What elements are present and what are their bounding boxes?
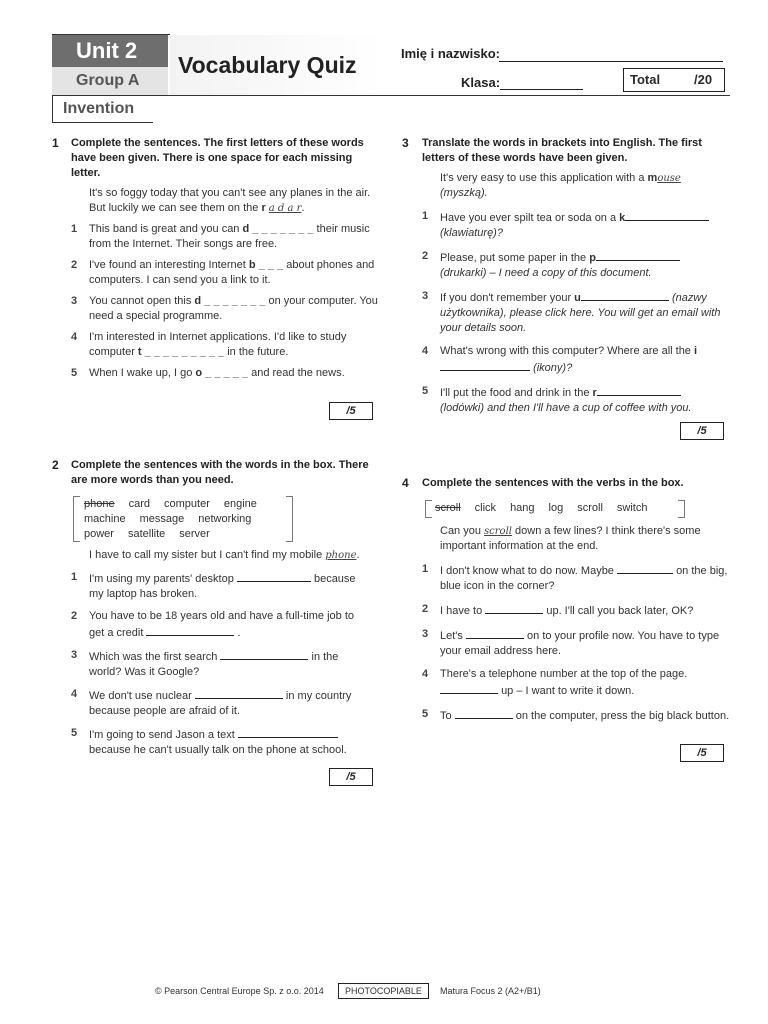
ex1-example: It's so foggy today that you can't see any planes in the air. But luckily we can see them on the r a d a r. — [89, 187, 371, 214]
item-text: and read the news. — [251, 367, 345, 379]
item-text: Let's — [440, 630, 463, 642]
item-text: I don't know what to do now. Maybe — [440, 565, 614, 577]
item-text: up – I want to write it down. — [501, 685, 635, 697]
footer-photocopiable: PHOTOCOPIABLE — [338, 983, 429, 999]
box-word: log — [548, 502, 564, 514]
ex2-box-row — [84, 497, 271, 512]
answer-blank[interactable] — [597, 384, 681, 396]
ex3-example: It's very easy to use this application with a mouse (myszką). — [440, 172, 681, 199]
ex3-items — [422, 209, 722, 416]
item-text: Have you ever spilt tea or soda on a — [440, 212, 617, 224]
total-label: Total — [630, 72, 661, 87]
ex3-item — [422, 289, 722, 336]
ex4-item — [422, 707, 732, 724]
polish-hint: (drukarki) – I need a copy of this document. — [440, 267, 652, 279]
box-word: power — [84, 528, 114, 540]
answer-blank[interactable] — [440, 359, 530, 371]
ex3-item — [422, 209, 722, 241]
item-text: their music from the Internet. Their songs are free. — [89, 223, 370, 250]
ex2-instruction: Complete the sentences with the words in the box. There are more words than you need. — [71, 459, 369, 486]
answer-blank[interactable] — [581, 289, 669, 301]
item-text: I'm interested in Internet applications. I'd like to study computer — [89, 331, 347, 358]
item-number: 4 — [422, 668, 429, 680]
answer-blank[interactable] — [466, 627, 524, 639]
ex2-item — [71, 687, 371, 719]
box-word: scroll — [435, 502, 461, 514]
item-text: If you don't remember your — [440, 292, 572, 304]
ex2-item — [71, 726, 371, 758]
box-word: card — [128, 498, 150, 510]
box-word: engine — [223, 498, 257, 510]
ex1-example-answer: a d a r — [268, 203, 302, 214]
ex4 — [422, 476, 722, 491]
answer-blank[interactable] — [195, 687, 283, 699]
answer-blank[interactable] — [238, 726, 338, 738]
item-number: 1 — [422, 210, 429, 222]
item-text: This band is great and you can — [89, 223, 240, 235]
ex4-items — [422, 562, 732, 724]
answer-blank[interactable] — [237, 570, 311, 582]
box-word: message — [139, 513, 185, 525]
item-text: When I wake up, I go — [89, 367, 193, 379]
ex2-item — [71, 570, 371, 602]
ex2-example-answer: phone — [325, 550, 357, 561]
first-letter: u — [574, 292, 581, 304]
ex4-example-answer: scroll — [484, 526, 512, 537]
ex3 — [422, 136, 722, 416]
item-number: 1 — [422, 563, 429, 575]
item-text: up. I'll call you back later, OK? — [546, 605, 694, 617]
polish-hint: (nazwy użytkownika), please click here. You will get an email with your details soon. — [440, 292, 721, 334]
ex2-items — [71, 570, 371, 758]
first-letter: p — [589, 252, 596, 264]
item-text: on to your profile now. You have to type your email address here. — [440, 630, 720, 657]
bracket-left — [73, 496, 80, 542]
item-number: 3 — [422, 628, 429, 640]
ex2-box-row — [84, 512, 265, 527]
ex4-body — [422, 524, 732, 724]
item-number: 2 — [422, 250, 429, 262]
item-number: 5 — [422, 385, 429, 397]
first-letter: b — [248, 259, 256, 271]
item-number: 5 — [422, 708, 429, 720]
answer-blank[interactable] — [440, 682, 498, 694]
first-letter: r — [592, 387, 597, 399]
ex1-item — [71, 366, 381, 381]
ex1-item — [71, 294, 381, 324]
item-number: 1 — [71, 571, 78, 583]
name-field[interactable] — [499, 46, 723, 62]
ex2-number: 2 — [52, 458, 59, 472]
ex2-item — [71, 609, 371, 641]
item-text: in the future. — [227, 346, 289, 358]
ex1-item — [71, 258, 381, 288]
box-word: phone — [84, 498, 115, 510]
letter-blanks[interactable]: _ _ _ _ _ _ _ — [252, 223, 314, 235]
box-word: click — [474, 502, 497, 514]
ex3-item — [422, 249, 722, 281]
box-word: scroll — [577, 502, 603, 514]
item-number: 3 — [71, 649, 78, 661]
item-text: Please, put some paper in the — [440, 252, 587, 264]
unit-label: Unit 2 — [52, 35, 168, 67]
letter-blanks[interactable]: _ _ _ _ _ _ _ — [204, 295, 266, 307]
ex4-number: 4 — [402, 476, 409, 490]
ex4-item — [422, 667, 732, 699]
item-number: 2 — [422, 603, 429, 615]
letter-blanks[interactable]: _ _ _ — [258, 259, 284, 271]
ex3-instruction: Translate the words in brackets into English. The first letters of these words have been given. — [422, 137, 702, 164]
item-number: 4 — [71, 688, 78, 700]
box-word: networking — [198, 513, 252, 525]
item-number: 2 — [71, 610, 78, 622]
ex3-score: /5 — [680, 422, 724, 440]
ex4-word-box — [425, 500, 685, 518]
box-word: computer — [164, 498, 210, 510]
item-text: We don't use nuclear — [89, 690, 192, 702]
item-text: You have to be 18 years old and have a full-time job to get a credit — [89, 610, 354, 639]
item-text: I'll put the food and drink in the — [440, 387, 590, 399]
answer-blank[interactable] — [625, 209, 709, 221]
item-text: To — [440, 710, 452, 722]
box-word: switch — [616, 502, 648, 514]
class-field[interactable] — [500, 74, 583, 90]
item-number: 2 — [71, 259, 78, 271]
ex1-instruction: Complete the sentences. The first letters of these words have been given. There is one space for each missing letter. — [71, 137, 364, 179]
item-number: 5 — [71, 367, 78, 379]
ex4-box-row — [435, 501, 661, 516]
page-title: Vocabulary Quiz — [170, 35, 384, 95]
item-number: 4 — [71, 331, 78, 343]
ex2 — [71, 458, 371, 488]
ex1 — [71, 136, 381, 381]
ex1-item — [71, 330, 381, 360]
item-text: There's a telephone number at the top of the page. — [440, 668, 688, 680]
ex1-items — [71, 222, 381, 381]
item-text: Which was the first search — [89, 651, 218, 663]
item-number: 5 — [71, 727, 78, 739]
ex4-item — [422, 562, 732, 594]
item-text: on your computer. You need a special programme. — [89, 295, 378, 322]
ex3-example-answer: ouse — [657, 173, 681, 184]
footer-copyright: © Pearson Central Europe Sp. z o.o. 2014 — [155, 986, 324, 996]
item-text: on the computer, press the big black button. — [515, 710, 730, 722]
total-value: /20 — [694, 72, 713, 87]
ex1-number: 1 — [52, 136, 59, 150]
item-text: I'm using my parents' desktop — [89, 573, 234, 585]
first-letter: k — [619, 212, 626, 224]
ex2-box-row — [84, 527, 224, 542]
ex3-item — [422, 384, 722, 416]
item-text: on the big, blue icon in the corner? — [440, 565, 728, 592]
group-label: Group A — [52, 67, 168, 95]
item-text: What's wrong with this computer? Where are all the — [440, 345, 691, 357]
answer-blank[interactable] — [596, 249, 680, 261]
item-number: 1 — [71, 223, 78, 235]
bracket-left — [425, 500, 432, 518]
ex2-example: I have to call my sister but I can't find my mobile phone. — [89, 549, 360, 561]
ex4-example: Can you scroll down a few lines? I think there's some important information at the end. — [440, 525, 701, 552]
first-letter: i — [694, 345, 698, 357]
item-text: I've found an interesting Internet — [89, 259, 246, 271]
item-text: I'm going to send Jason a text — [89, 729, 235, 741]
item-text: . — [237, 627, 241, 639]
first-letter: t — [137, 346, 142, 358]
answer-blank[interactable] — [455, 707, 513, 719]
item-text: about phones and computers. I can send you a link to it. — [89, 259, 375, 286]
ex2-item — [71, 648, 371, 680]
total-box — [623, 68, 725, 92]
ex4-instruction: Complete the sentences with the verbs in the box. — [422, 477, 684, 489]
answer-blank[interactable] — [617, 562, 673, 574]
ex1-item — [71, 222, 381, 252]
name-label: Imię i nazwisko: — [401, 46, 500, 61]
topic-label: Invention — [52, 96, 153, 123]
ex2-body — [71, 548, 371, 758]
ex3-item — [422, 344, 722, 376]
ex2-word-box — [73, 496, 293, 542]
item-text: I have to — [440, 605, 483, 617]
polish-hint: (ikony)? — [533, 362, 573, 374]
first-letter: d — [242, 223, 250, 235]
item-text: because my laptop has broken. — [89, 573, 356, 600]
first-letter: o — [195, 367, 203, 379]
box-word: machine — [84, 513, 126, 525]
item-text: in my country because people are afraid of it. — [89, 690, 352, 717]
ex1-score: /5 — [329, 402, 373, 420]
item-number: 3 — [71, 295, 78, 307]
ex4-score: /5 — [680, 744, 724, 762]
ex4-item — [422, 602, 732, 619]
footer-course: Matura Focus 2 (A2+/B1) — [440, 986, 541, 996]
answer-blank[interactable] — [220, 648, 308, 660]
box-word: hang — [510, 502, 535, 514]
bracket-right — [286, 496, 293, 542]
polish-hint: (lodówki) and then I'll have a cup of coffee with you. — [440, 402, 692, 414]
item-text: You cannot open this — [89, 295, 192, 307]
item-number: 3 — [422, 290, 429, 302]
answer-blank[interactable] — [485, 602, 543, 614]
ex2-score: /5 — [329, 768, 373, 786]
item-number: 4 — [422, 345, 429, 357]
box-word: satellite — [127, 528, 166, 540]
class-label: Klasa: — [461, 75, 501, 90]
ex4-item — [422, 627, 732, 659]
header-rule — [52, 95, 730, 96]
box-word: server — [179, 528, 210, 540]
answer-blank[interactable] — [146, 624, 234, 636]
item-text: because he can't usually talk on the phone at school. — [89, 744, 347, 756]
letter-blanks[interactable]: _ _ _ _ _ _ _ _ _ — [144, 346, 225, 358]
bracket-right — [678, 500, 685, 518]
item-text: in the world? Was it Google? — [89, 651, 339, 678]
ex3-number: 3 — [402, 136, 409, 150]
polish-hint: (klawiaturę)? — [440, 227, 503, 239]
first-letter: d — [194, 295, 202, 307]
letter-blanks[interactable]: _ _ _ _ _ — [205, 367, 249, 379]
